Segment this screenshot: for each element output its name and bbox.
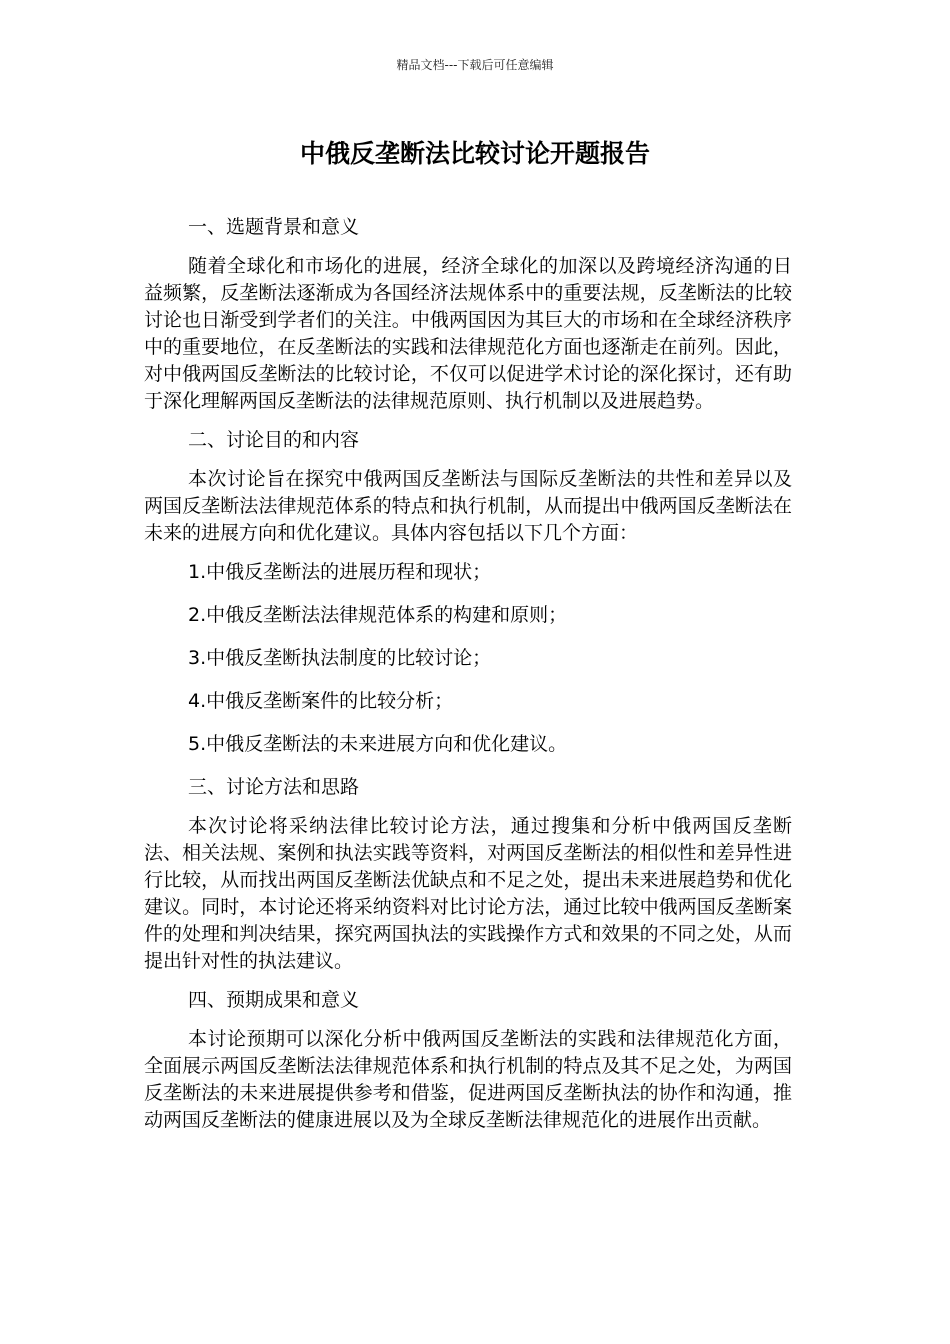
list-item: 1.中俄反垄断法的进展历程和现状； (188, 561, 492, 583)
section-paragraph-purpose: 本次讨论旨在探究中俄两国反垄断法与国际反垄断法的共性和差异以及两国反垄断法法律规范体系的特点和执行机制，从而提出中俄两国反垄断法在未来的进展方向和优化建议。具体内容包括以下几个方面： (144, 468, 792, 544)
header-note: 精品文档---下载后可任意编辑 (396, 58, 554, 72)
section-paragraph-outcomes: 本讨论预期可以深化分析中俄两国反垄断法的实践和法律规范化方面，全面展示两国反垄断法法律规范体系和执行机制的特点及其不足之处，为两国反垄断法的未来进展提供参考和借鉴，促进两国反垄断执法的协作和沟通，推动两国反垄断法的健康进展以及为全球反垄断法律规范化的进展作出贡献。 (144, 1028, 792, 1131)
section-heading-purpose: 二、讨论目的和内容 (188, 429, 360, 451)
document-title: 中俄反垄断法比较讨论开题报告 (299, 139, 650, 168)
section-heading-method: 三、讨论方法和思路 (188, 776, 360, 798)
section-paragraph-method: 本次讨论将采纳法律比较讨论方法，通过搜集和分析中俄两国反垄断法、相关法规、案例和执法实践等资料，对两国反垄断法的相似性和差异性进行比较，从而找出两国反垄断法优缺点和不足之处，提出未来进展趋势和优化建议。同时，本讨论还将采纳资料对比讨论方法，通过比较中俄两国反垄断案件的处理和判决结果，探究两国执法的实践操作方式和效果的不同之处，从而提出针对性的执法建议。 (144, 815, 792, 972)
list-item: 3.中俄反垄断执法制度的比较讨论； (188, 647, 492, 669)
section-heading-background: 一、选题背景和意义 (188, 216, 360, 238)
list-item: 2.中俄反垄断法法律规范体系的构建和原则； (188, 604, 568, 626)
list-item: 5.中俄反垄断法的未来进展方向和优化建议。 (188, 733, 568, 755)
list-item: 4.中俄反垄断案件的比较分析； (188, 690, 454, 712)
document-body (144, 214, 792, 1146)
section-paragraph-background: 随着全球化和市场化的进展，经济全球化的加深以及跨境经济沟通的日益频繁，反垄断法逐渐成为各国经济法规体系中的重要法规，反垄断法的比较讨论也日渐受到学者们的关注。中俄两国因为其巨大的市场和在全球经济秩序中的重要地位，在反垄断法的实践和法律规范化方面也逐渐走在前列。因此，对中俄两国反垄断法的比较讨论，不仅可以促进学术讨论的深化探讨，还有助于深化理解两国反垄断法的法律规范原则、执行机制以及进展趋势。 (144, 255, 792, 412)
section-heading-outcomes: 四、预期成果和意义 (188, 989, 360, 1011)
